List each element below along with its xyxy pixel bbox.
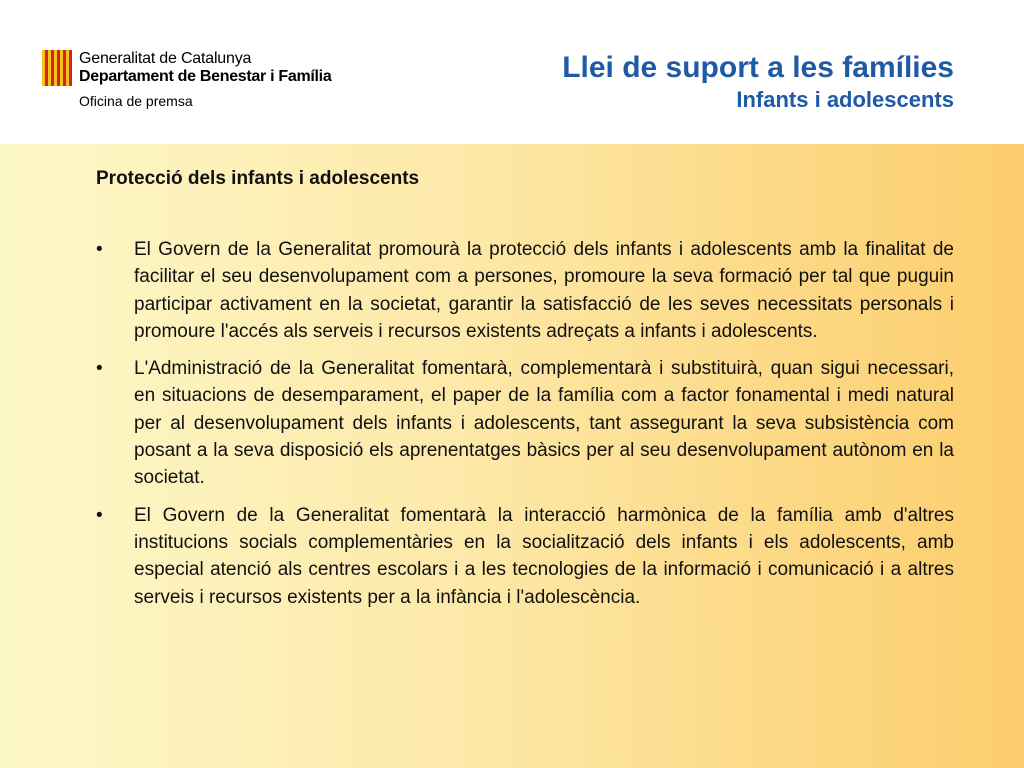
header [0, 0, 1024, 144]
bullet-text: L'Administració de la Generalitat fomentarà, complementarà i substituirà, quan sigui necessari, en situacions de desemparament, el paper de la família com a factor fonamental i medi natural per al desenvolupament dels infants i adolescents, tant assegurant la seva subsistència com posant a la seva disposició els aprenentatges bàsics per al seu desenvolupament autònom en la societat. [134, 358, 954, 489]
bullet-item [96, 355, 954, 491]
org-name: Generalitat de Catalunya [79, 50, 252, 67]
department-name: Departament de Benestar i Família [79, 68, 332, 85]
bullet-list [96, 236, 954, 621]
bullet-item [96, 502, 954, 611]
bullet-marker: • [96, 358, 103, 380]
section-heading: Protecció dels infants i adolescents [96, 168, 420, 189]
bullet-text: El Govern de la Generalitat fomentarà la interacció harmònica de la família amb d'altres institucions socials complementàries en la socialització dels infants i els adolescents, amb especial atenció als centres escolars i a les tecnologies de la informació i comunicació i a altres serveis i recursos existents per a la infància i l'adolescència. [134, 504, 954, 608]
bullet-marker: • [96, 504, 103, 526]
bullet-marker: • [96, 239, 103, 260]
slide-subtitle: Infants i adolescents [736, 87, 954, 112]
organization-name [79, 50, 331, 86]
bullet-item [96, 236, 954, 345]
catalonia-flag-logo [42, 50, 72, 86]
bullet-text: El Govern de la Generalitat promourà la protecció dels infants i adolescents amb la finalitat de facilitar el seu desenvolupament com a persones, promoure la seva formació per tal que puguin participar activament en la societat, garantir la satisfacció de les seves necessitats personals i promoure l'accés als serveis i recursos existents adreçats a infants i adolescents. [134, 239, 954, 342]
slide-title: Llei de suport a les famílies [562, 51, 954, 84]
slide-title-block [562, 50, 954, 114]
press-office: Oficina de premsa [79, 93, 193, 109]
